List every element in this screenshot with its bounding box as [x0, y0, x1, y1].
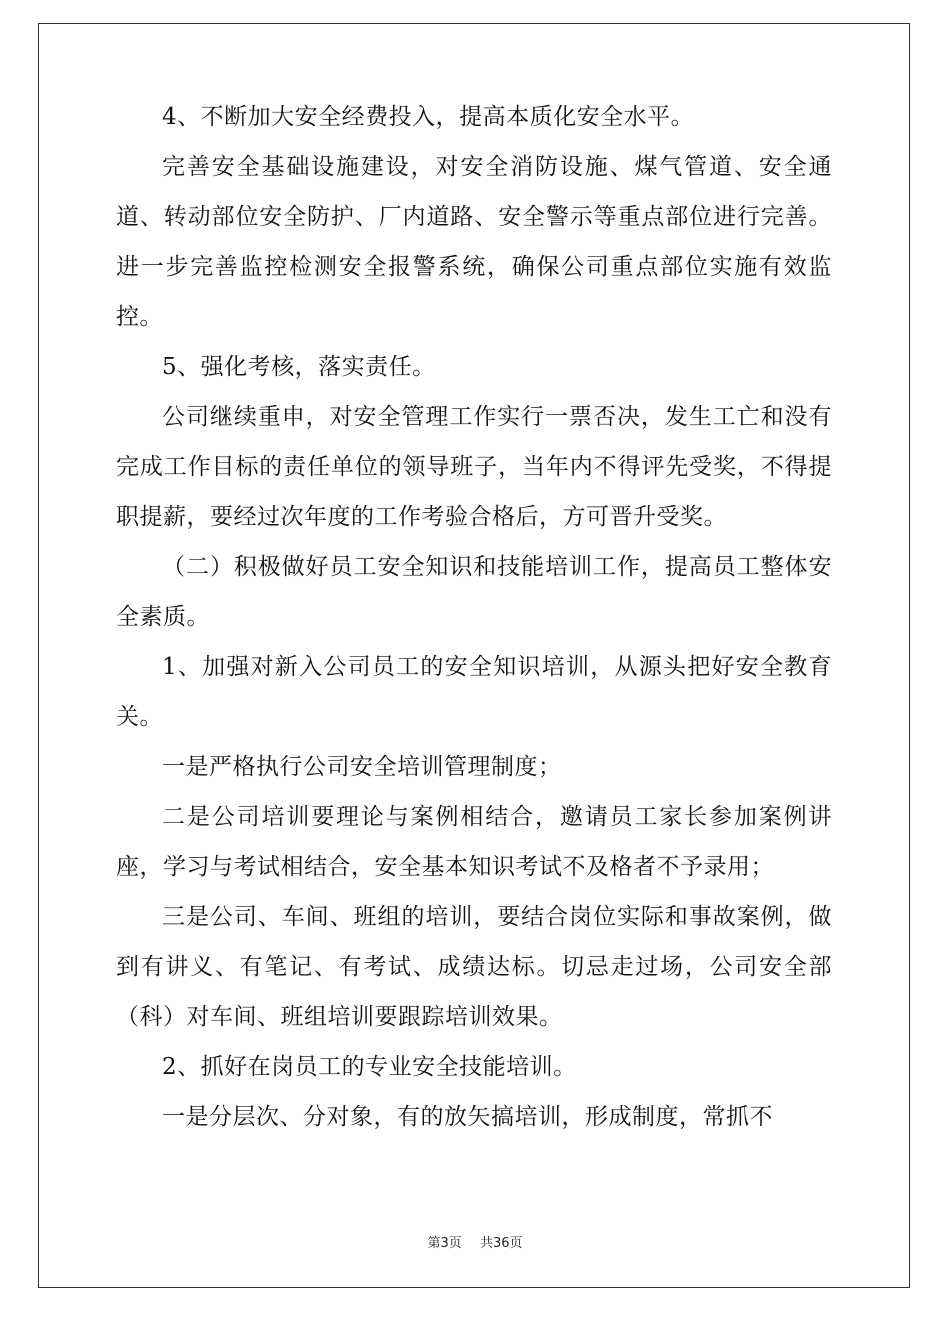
- paragraph: 二是公司培训要理论与案例相结合，邀请员工家长参加案例讲座，学习与考试相结合，安全基本知识考试不及格者不予录用；: [116, 804, 832, 880]
- paragraph: 公司继续重申，对安全管理工作实行一票否决，发生工亡和没有完成工作目标的责任单位的领导班子，当年内不得评先受奖，不得提职提薪，要经过次年度的工作考验合格后，方可晋升受奖。: [116, 404, 832, 530]
- paragraph: （二）积极做好员工安全知识和技能培训工作，提高员工整体安全素质。: [116, 554, 832, 630]
- document-body: [116, 92, 832, 1142]
- paragraph: 1、加强对新入公司员工的安全知识培训，从源头把好安全教育关。: [116, 654, 832, 730]
- page-footer: [0, 1232, 950, 1251]
- paragraph: 5、强化考核，落实责任。: [162, 354, 436, 380]
- paragraph: 4、不断加大安全经费投入，提高本质化安全水平。: [162, 104, 695, 130]
- paragraph: 完善安全基础设施建设，对安全消防设施、煤气管道、安全通道、转动部位安全防护、厂内道路、安全警示等重点部位进行完善。进一步完善监控检测安全报警系统，确保公司重点部位实施有效监控。: [116, 154, 832, 330]
- paragraph: 三是公司、车间、班组的培训，要结合岗位实际和事故案例，做到有讲义、有笔记、有考试、成绩达标。切忌走过场，公司安全部（科）对车间、班组培训要跟踪培训效果。: [116, 904, 832, 1030]
- page-number: 第3页: [427, 1236, 462, 1251]
- paragraph: 2、抓好在岗员工的专业安全技能培训。: [162, 1054, 577, 1080]
- page-total: 共36页: [479, 1236, 523, 1251]
- paragraph: 一是分层次、分对象，有的放矢搞培训，形成制度，常抓不: [162, 1104, 773, 1130]
- paragraph: 一是严格执行公司安全培训管理制度；: [162, 754, 562, 780]
